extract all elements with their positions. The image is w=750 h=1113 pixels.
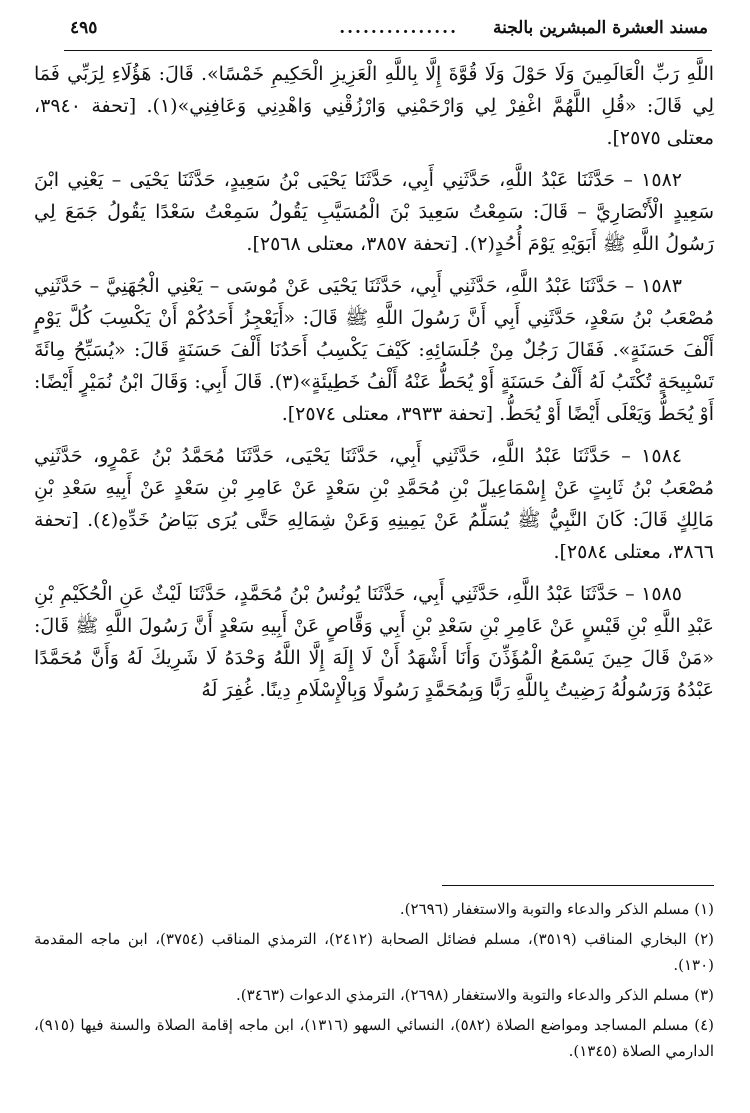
header-divider [64,50,712,51]
footnotes [34,896,714,1068]
hadith-1585: ١٥٨٥ – حَدَّثَنَا عَبْدُ اللَّهِ، حَدَّثَنِي أَبِي، حَدَّثَنَا يُونُسُ بْنُ مُحَمَّدٍ، حَدَّثَنَا لَيْثٌ عَنِ الْحُكَيْمِ بْنِ عَبْدِ اللَّهِ بْنِ قَيْسٍ عَنْ عَامِرِ بْنِ سَعْدِ بْنِ أَبِي وَقَّاصٍ عَنْ أَبِيهِ سَعْدٍ أَنَّ رَسُولَ اللَّهِ ﷺ قَالَ: «مَنْ قَالَ حِينَ يَسْمَعُ الْمُؤَذِّنَ وَأَنَا أَشْهَدُ أَنْ لَا إِلَهَ إِلَّا اللَّهُ وَحْدَهُ لَا شَرِيكَ لَهُ وَأَنَّ مُحَمَّدًا عَبْدُهُ وَرَسُولُهُ رَضِيتُ بِاللَّهِ رَبًّا وَبِمُحَمَّدٍ رَسُولًا وَبِالْإِسْلَامِ دِينًا. غُفِرَ لَهُ [34,583,714,701]
running-header [70,14,708,44]
main-text [34,58,714,716]
footnote-4: (٤) مسلم المساجد ومواضع الصلاة (٥٨٢)، النسائي السهو (١٣١٦)، ابن ماجه إقامة الصلاة والسنة فيها (٩١٥)، الدارمي الصلاة (١٣٤٥). [34,1016,714,1060]
hadith-1583: ١٥٨٣ – حَدَّثَنَا عَبْدُ اللَّهِ، حَدَّثَنِي أَبِي، حَدَّثَنَا يَحْيَى عَنْ مُوسَى – يَعْنِي الْجُهَنِيَّ – حَدَّثَنِي مُصْعَبُ بْنُ سَعْدٍ، حَدَّثَنِي أَبِي أَنَّ رَسُولَ اللَّهِ ﷺ قَالَ: «أَيَعْجِزُ أَحَدُكُمْ أَنْ يَكْسِبَ كُلَّ يَوْمٍ أَلْفَ حَسَنَةٍ». فَقَالَ رَجُلٌ مِنْ جُلَسَائِهِ: كَيْفَ يَكْسِبُ أَحَدُنَا أَلْفَ حَسَنَةٍ قَالَ: «يُسَبِّحُ مِائَةَ تَسْبِيحَةٍ تُكْتَبُ لَهُ أَلْفُ حَسَنَةٍ أَوْ يُحَطُّ عَنْهُ أَلْفُ خَطِيئَةٍ»(٣). قَالَ أَبِي: وَقَالَ ابْنُ نُمَيْرٍ أَيْضًا: أَوْ يُحَطُّ وَيَعْلَى أَيْضًا أَوْ يُحَطُّ. [تحفة ٣٩٣٣، معتلى ٢٥٧٤]. [34,275,714,425]
footnote-2: (٢) البخاري المناقب (٣٥١٩)، مسلم فضائل الصحابة (٢٤١٢)، الترمذي المناقب (٣٧٥٤)، ابن ماجه المقدمة (١٣٠). [34,930,714,974]
footnote-divider [442,885,714,886]
page-number: ٤٩٥ [70,18,98,38]
footnote-3: (٣) مسلم الذكر والدعاء والتوبة والاستغفار (٢٦٩٨)، الترمذي الدعوات (٣٤٦٣). [236,986,714,1004]
hadith-1584: ١٥٨٤ – حَدَّثَنَا عَبْدُ اللَّهِ، حَدَّثَنِي أَبِي، حَدَّثَنَا يَحْيَى، حَدَّثَنَا مُحَمَّدُ بْنُ عَمْرٍو، حَدَّثَنِي مُصْعَبُ بْنُ ثَابِتٍ عَنْ إِسْمَاعِيلَ بْنِ مُحَمَّدِ بْنِ سَعْدٍ عَنْ عَامِرِ بْنِ سَعْدٍ عَنْ أَبِيهِ سَعْدِ بْنِ مَالِكٍ قَالَ: كَانَ النَّبِيُّ ﷺ يُسَلِّمُ عَنْ يَمِينِهِ وَعَنْ شِمَالِهِ حَتَّى يُرَى بَيَاضُ خَدِّهِ(٤). [تحفة ٣٨٦٦، معتلى ٢٥٨٤]. [34,445,714,563]
header-title: مسند العشرة المبشرين بالجنة [492,18,708,38]
header-leader-dots: ............... [339,18,458,38]
footnote-1: (١) مسلم الذكر والدعاء والتوبة والاستغفار (٢٦٩٦). [399,900,714,918]
continued-paragraph: اللَّهِ رَبِّ الْعَالَمِينَ وَلَا حَوْلَ وَلَا قُوَّةَ إِلَّا بِاللَّهِ الْعَزِيزِ الْحَكِيمِ خَمْسًا». قَالَ: هَؤُلَاءِ لِرَبِّي فَمَا لِي قَالَ: «قُلِ اللَّهُمَّ اغْفِرْ لِي وَارْحَمْنِي وَارْزُقْنِي وَاهْدِنِي وَعَافِنِي»(١). [تحفة ٣٩٤٠، معتلى ٢٥٧٥]. [34,63,714,149]
hadith-1582: ١٥٨٢ – حَدَّثَنَا عَبْدُ اللَّهِ، حَدَّثَنِي أَبِي، حَدَّثَنَا يَحْيَى بْنُ سَعِيدٍ، حَدَّثَنَا يَحْيَى – يَعْنِي ابْنَ سَعِيدٍ الْأَنْصَارِيَّ – قَالَ: سَمِعْتُ سَعِيدَ بْنَ الْمُسَيَّبِ يَقُولُ سَمِعْتُ سَعْدًا يَقُولُ جَمَعَ لِي رَسُولُ اللَّهِ ﷺ أَبَوَيْهِ يَوْمَ أُحُدٍ(٢). [تحفة ٣٨٥٧، معتلى ٢٥٦٨]. [34,169,714,255]
